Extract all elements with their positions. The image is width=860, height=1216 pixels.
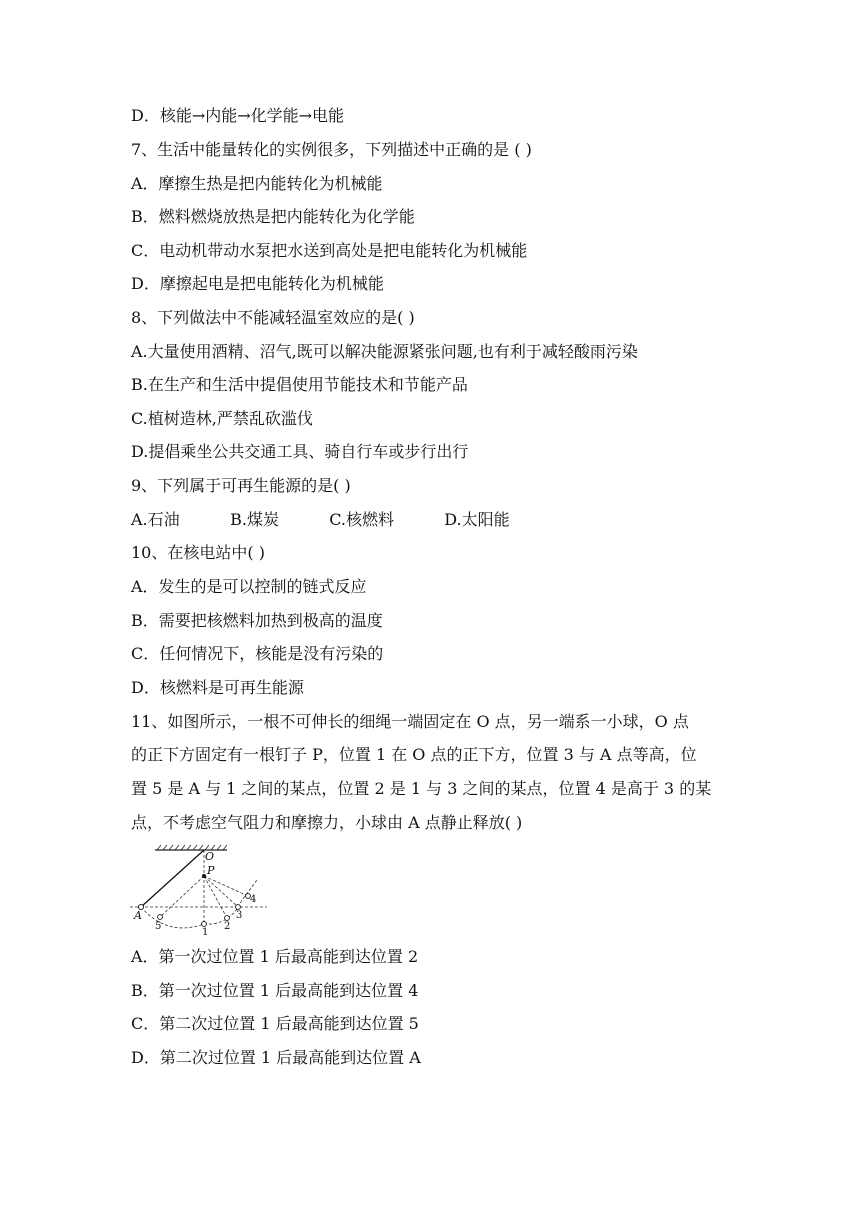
q10-option-b: B．需要把核燃料加热到极高的温度 (131, 611, 383, 630)
label-1: 1 (202, 927, 209, 938)
label-o: O (205, 850, 215, 863)
q9-option-b: B.煤炭 (230, 510, 279, 529)
label-2: 2 (224, 921, 231, 932)
prev-option-d: D．核能→内能→化学能→电能 (131, 106, 345, 125)
q11-stem-line-2: 的正下方固定有一根钉子 P，位置 1 在 O 点的正下方，位置 3 与 A 点等高，位 (131, 745, 697, 764)
pendulum-diagram (127, 842, 277, 938)
q7-option-d: D．摩擦起电是把电能转化为机械能 (131, 274, 384, 293)
q11-stem-line-4: 点，不考虑空气阻力和摩擦力，小球由 A 点静止释放( ) (131, 813, 523, 832)
q11-option-d: D．第二次过位置 1 后最高能到达位置 A (131, 1048, 421, 1067)
q7-option-a: A．摩擦生热是把内能转化为机械能 (131, 174, 383, 193)
q9-option-c: C.核燃料 (329, 510, 394, 529)
q11-option-b: B．第一次过位置 1 后最高能到达位置 4 (131, 981, 419, 1000)
q7-stem: 7、生活中能量转化的实例很多，下列描述中正确的是 ( ) (131, 140, 532, 159)
q7-option-c: C．电动机带动水泵把水送到高处是把电能转化为机械能 (131, 241, 528, 260)
q11-stem-line-3: 置 5 是 A 与 1 之间的某点，位置 2 是 1 与 3 之间的某点，位置 4 是高于 3 的某 (131, 779, 712, 798)
q11-option-a: A．第一次过位置 1 后最高能到达位置 2 (131, 947, 419, 966)
q8-option-c: C.植树造林,严禁乱砍滥伐 (131, 409, 313, 428)
q8-stem: 8、下列做法中不能减轻温室效应的是( ) (131, 308, 415, 327)
q10-option-c: C．任何情况下，核能是没有污染的 (131, 644, 384, 663)
q8-option-a: A.大量使用酒精、沼气,既可以解决能源紧张问题,也有利于减轻酸雨污染 (131, 342, 638, 361)
q10-option-a: A．发生的是可以控制的链式反应 (131, 577, 367, 596)
q8-option-b: B.在生产和生活中提倡使用节能技术和节能产品 (131, 375, 468, 394)
q7-option-b: B．燃料燃烧放热是把内能转化为化学能 (131, 207, 415, 226)
q8-option-d: D.提倡乘坐公共交通工具、骑自行车或步行出行 (131, 442, 469, 461)
label-5: 5 (155, 921, 162, 932)
label-3: 3 (236, 910, 243, 921)
q11-stem-line-1: 11、如图所示，一根不可伸长的细绳一端固定在 O 点，另一端系一小球，O 点 (131, 712, 689, 731)
q11-option-c: C．第二次过位置 1 后最高能到达位置 5 (131, 1014, 419, 1033)
q9-option-a: A.石油 (131, 510, 180, 529)
q10-stem: 10、在核电站中( ) (131, 543, 265, 562)
q10-option-d: D．核燃料是可再生能源 (131, 678, 304, 697)
label-p: P (207, 864, 215, 877)
q9-options (131, 510, 510, 530)
q9-stem: 9、下列属于可再生能源的是( ) (131, 476, 351, 495)
label-4: 4 (250, 894, 257, 905)
label-a: A (134, 909, 142, 922)
q9-option-d: D.太阳能 (444, 510, 510, 529)
